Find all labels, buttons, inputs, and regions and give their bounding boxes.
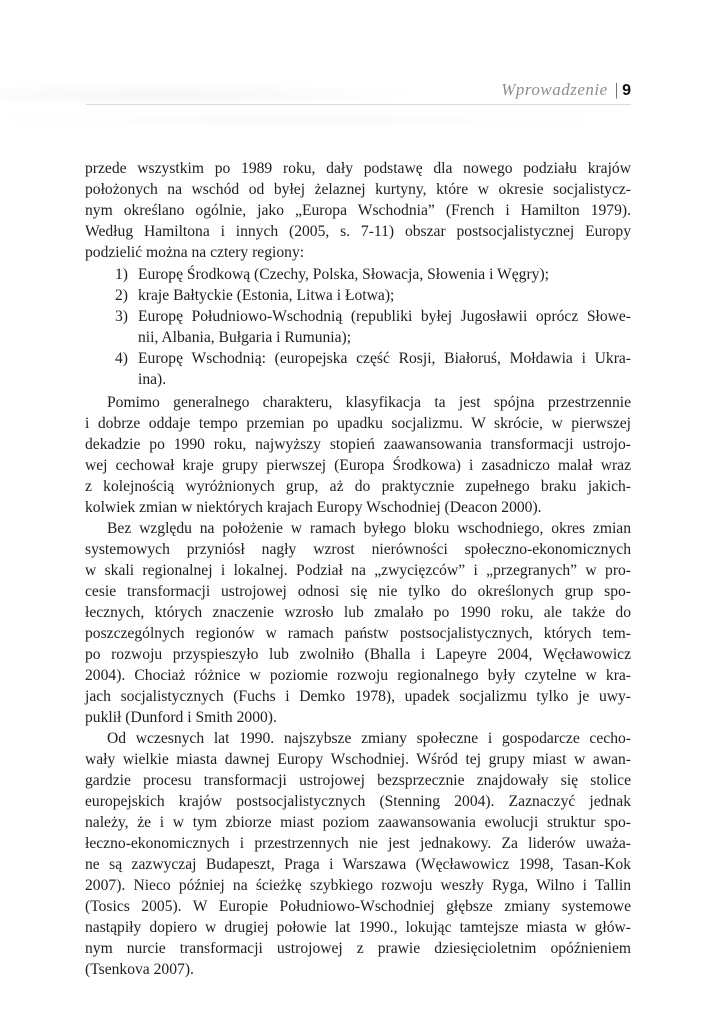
list-item [115,348,631,390]
text-line: Pomimo generalnego charakteru, klasyfikacja ta jest spójna przestrzennie [107,394,631,411]
text-line: europejskich krajów postsocjalistycznych (Stenning 2004). Zaznaczyć jednak [85,793,631,810]
text-line: nastąpiły dopiero w drugiej połowie lat 1990., lokując tamtejsze miasta w głów- [85,919,631,936]
text-line: łecznych, których znaczenie wzrosło lub zmalało po 1990 roku, ale także do [85,604,631,621]
text-line: w skali regionalnej i lokalnej. Podział na „zwycięzców” i „przegranych” w pro- [85,562,631,579]
list-item-lines [138,348,631,390]
text-line: systemowych przyniósł nagły wzrost nierówności społeczno-ekonomicznych [85,541,631,558]
text-line: z kolejnością wyróżnionych grup, aż do praktycznie zupełnego braku jakich- [85,478,631,495]
text-line: Bez względu na położenie w ramach byłego bloku wschodniego, okres zmian [107,520,631,537]
header-rule [86,104,631,105]
text-line: wały wielkie miasta dawnej Europy Wschodniej. Wśród tej grupy miast w awan- [85,751,631,768]
text-line: gardzie procesu transformacji ustrojowej bezsprzecznie znajdowały się stolice [85,772,631,789]
text-line: łeczno-ekonomicznych i przestrzennych nie jest jednakowy. Za liderów uważa- [85,835,631,852]
text-line: ina). [138,371,167,388]
header-separator: | [614,80,619,99]
text-line: i dobrze oddaje tempo przemian po upadku socjalizmu. W skrócie, w pierwszej [85,415,631,432]
text-line: dekadzie po 1990 roku, najwyższy stopień zaawansowania transformacji ustrojo- [85,436,631,453]
list-item-lines [138,285,631,306]
paragraph [85,392,631,518]
text-line: kolwiek zmian w niektórych krajach Europy Wschodniej (Deacon 2000). [85,499,542,516]
list-marker: 2) [115,287,128,304]
text-line: nym nurcie transformacji ustrojowej z prawie dziesięcioletnim opóźnieniem [85,940,631,957]
numbered-list [85,264,631,390]
page-number: 9 [622,82,631,99]
text-line: po rozwoju przyspieszyło lub zwolniło (Bhalla i Lapeyre 2004, Węcławowicz [85,646,631,663]
text-line: Europę Środkową (Czechy, Polska, Słowacja, Słowenia i Węgry); [138,266,549,283]
text-line: Europę Południowo-Wschodnią (republiki byłej Jugosławii oprócz Słowe- [138,308,631,325]
text-line: nym określano ogólnie, jako „Europa Wschodnia” (French i Hamilton 1979). [85,202,631,219]
chapter-title: Wprowadzenie [501,80,608,99]
paragraph [85,518,631,728]
paragraph [85,728,631,980]
list-item [115,264,631,285]
list-item [115,285,631,306]
text-line: położonych na wschód od byłej żelaznej kurtyny, które w okresie socjalistycz- [85,181,631,198]
text-line: ne są zazwyczaj Budapeszt, Praga i Warszawa (Węcławowicz 1998, Tasan-Kok [85,856,631,873]
text-line: kraje Bałtyckie (Estonia, Litwa i Łotwa); [138,287,395,304]
page-body [85,158,631,980]
text-line: należy, że i w tym zbiorze miast poziom zaawansowania ewolucji struktur spo- [85,814,631,831]
list-marker: 4) [115,350,128,367]
list-item-lines [138,264,631,285]
text-line: jach socjalistycznych (Fuchs i Demko 1978), upadek socjalizmu tylko je uwy- [85,688,631,705]
text-line: przede wszystkim po 1989 roku, dały podstawę dla nowego podziału krajów [85,160,631,177]
text-line: cesie transformacji ustrojowej odnosi się nie tylko do określonych grup spo- [85,583,631,600]
list-item [115,306,631,348]
text-line: puklił (Dunford i Smith 2000). [85,709,277,726]
list-marker: 1) [115,266,128,283]
list-item-lines [138,306,631,348]
text-line: 2007). Nieco później na ścieżkę szybkiego rozwoju weszły Ryga, Wilno i Tallin [85,877,631,894]
text-line: Europę Wschodnią: (europejska część Rosji, Białoruś, Mołdawia i Ukra- [138,350,631,367]
text-line: (Tsenkova 2007). [85,961,194,978]
paragraph [85,158,631,263]
text-line: (Tosics 2005). W Europie Południowo-Wschodniej głębsze zmiany systemowe [85,898,631,915]
text-line: podzielić można na cztery regiony: [85,244,305,261]
list-marker: 3) [115,308,128,325]
text-line: Od wczesnych lat 1990. najszybsze zmiany społeczne i gospodarcze cecho- [107,730,631,747]
text-line: 2004). Chociaż różnice w poziomie rozwoju regionalnego były czytelne w kra- [85,667,631,684]
page-header [85,80,631,101]
text-line: poszczególnych regionów w ramach państw postsocjalistycznych, których tem- [85,625,631,642]
text-line: nii, Albania, Bułgaria i Rumunia); [138,329,352,346]
text-line: wej cechował kraje grupy pierwszej (Europa Środkowa) i zasadniczo malał wraz [85,457,631,474]
text-line: Według Hamiltona i innych (2005, s. 7-11) obszar postsocjalistycznej Europy [85,223,631,240]
